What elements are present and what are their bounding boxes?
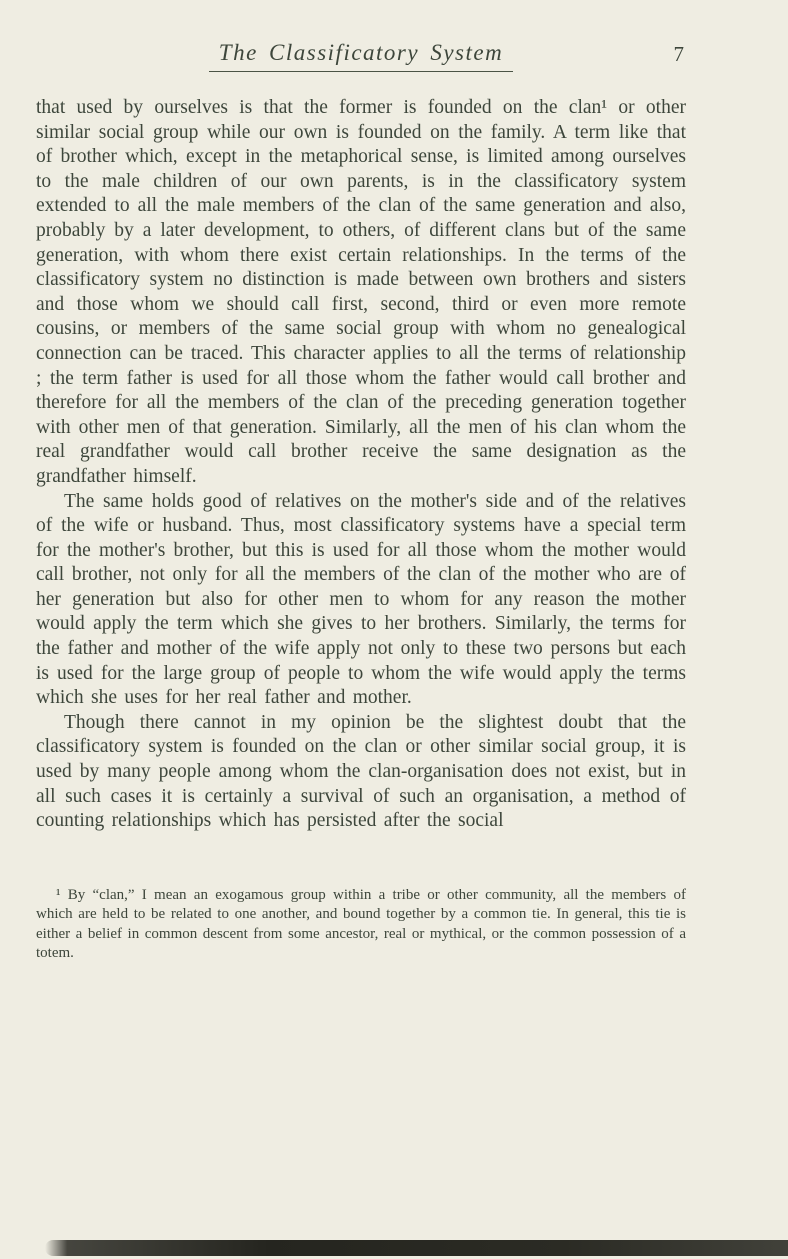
- page-number: 7: [673, 42, 684, 66]
- paragraph: Though there cannot in my opinion be the slightest doubt that the classificatory system is founded on the clan or other similar social group, it is used by many people among whom the clan-organisation does not exist, but in all such cases it is certainly a survival of such an organisation, a method of counting relationships which has persisted after the social: [36, 711, 686, 832]
- paragraph: that used by ourselves is that the former is founded on the clan¹ or other similar social group while our own is founded on the family. A term like that of brother which, except in the metaphorical sense, is limited among ourselves to the male children of our own parents, is in the classificatory system extended to all the male members of the clan of the same generation and also, probably by a later development, to others, of different clans but of the same generation, with whom there exist certain relationships. In the terms of the classificatory system no distinction is made between own brothers and sisters and those whom we should call first, second, third or even more remote cousins, or members of the same social group with whom no genealogical connection can be traced. This character applies to all the terms of relationship ; the term father is used for all those whom the father would call brother and therefore for all the members of the clan of the preceding generation together with other men of that generation. Similarly, all the men of his clan whom the real grandfather would call brother receive the same designation as the grandfather himself.: [36, 97, 686, 487]
- scan-edge-shadow: [45, 1240, 788, 1256]
- footnote: ¹ By “clan,” I mean an exogamous group within a tribe or other community, all the members of which are held to be related to one another, and bound together by a common tie. In general, this tie is either a belief in common descent from some ancestor, real or mythical, or the common possession of a totem.: [36, 886, 686, 962]
- text-column: [36, 0, 686, 964]
- page-title: The Classificatory System: [209, 40, 513, 72]
- running-head: [36, 40, 686, 82]
- body-text: [36, 96, 686, 834]
- paragraph: The same holds good of relatives on the mother's side and of the relatives of the wife or husband. Thus, most classificatory systems have a special term for the mother's brother, but this is used for all those whom the mother would call brother, not only for all the members of the clan of the mother who are of her generation but also for other men to whom for any reason the mother would apply the term which she gives to her brothers. Similarly, the terms for the father and mother of the wife apply not only to these two persons but each is used for the large group of people to whom the wife would apply the terms which she uses for her real father and mother.: [36, 490, 686, 709]
- running-title-wrap: [36, 40, 686, 72]
